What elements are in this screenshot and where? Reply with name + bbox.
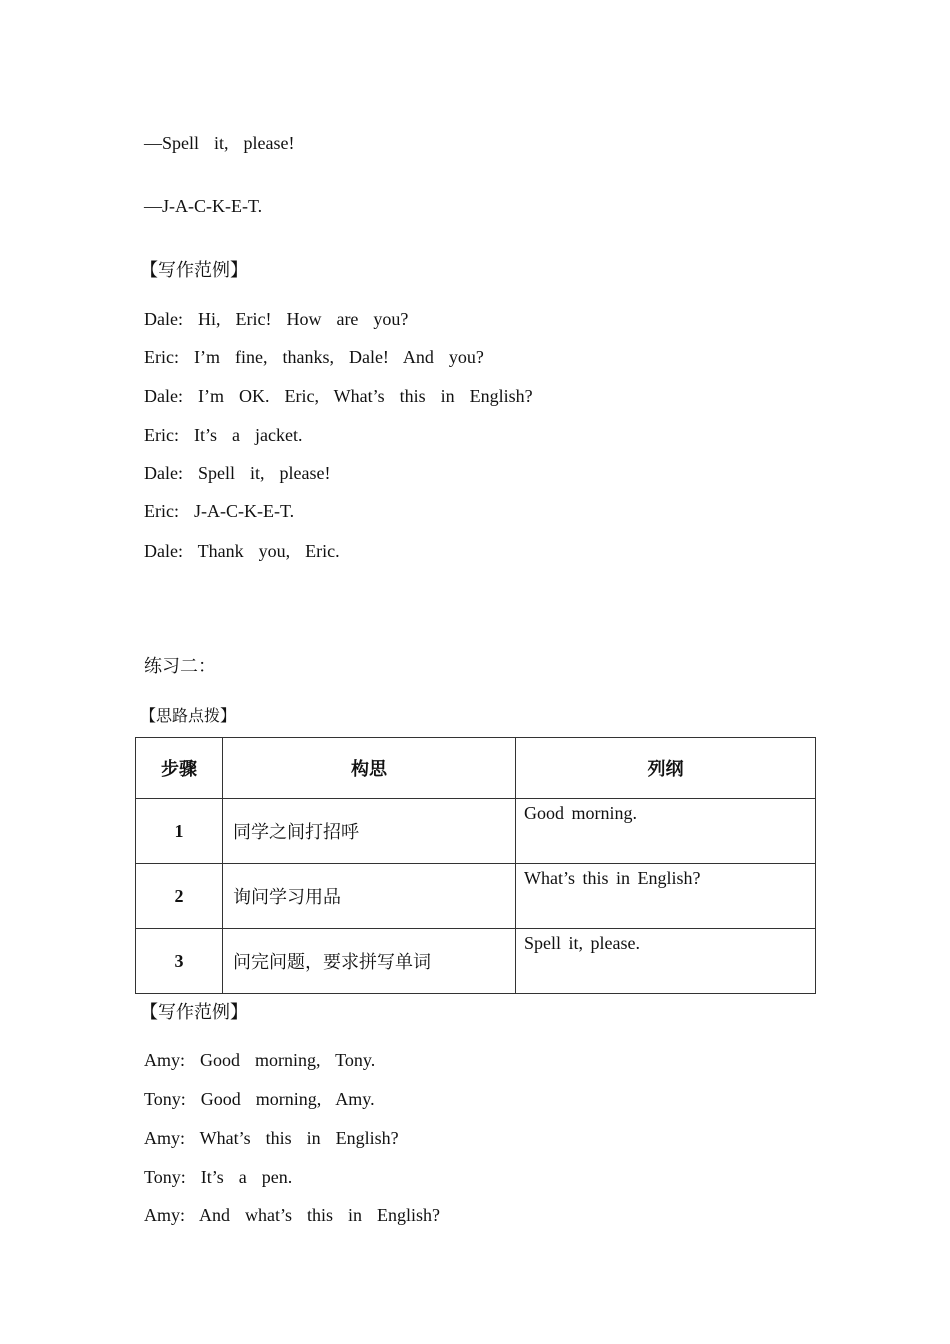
dialogue-line: Dale: I’m OK. Eric, What’s this in English? xyxy=(144,386,533,406)
dialogue-line: Tony: Good morning, Amy. xyxy=(144,1089,375,1109)
column-header-idea: 构思 xyxy=(223,738,516,799)
dialogue-line: —Spell it, please! xyxy=(144,133,295,153)
dialogue-line: Amy: Good morning, Tony. xyxy=(144,1050,376,1070)
outline-cell: What’s this in English? xyxy=(516,864,816,929)
column-header-step: 步骤 xyxy=(136,738,223,799)
outline-cell: Good morning. xyxy=(516,799,816,864)
section-heading: 【写作范例】 xyxy=(140,260,248,280)
step-cell: 1 xyxy=(136,799,223,864)
dialogue-line: Eric: J-A-C-K-E-T. xyxy=(144,501,295,521)
hint-heading: 【思路点拨】 xyxy=(140,708,237,725)
dialogue-line: Tony: It’s a pen. xyxy=(144,1167,293,1187)
outline-table xyxy=(135,737,816,994)
table-row xyxy=(136,864,816,929)
table-header-row xyxy=(136,738,816,799)
dialogue-line: Eric: I’m fine, thanks, Dale! And you? xyxy=(144,347,484,367)
dialogue-line: Dale: Hi, Eric! How are you? xyxy=(144,309,409,329)
dialogue-line: Dale: Thank you, Eric. xyxy=(144,541,340,561)
step-cell: 3 xyxy=(136,929,223,994)
dialogue-line: Amy: And what’s this in English? xyxy=(144,1205,441,1225)
exercise-title: 练习二： xyxy=(144,656,216,676)
dialogue-line: Dale: Spell it, please! xyxy=(144,463,331,483)
dialogue-line: Amy: What’s this in English? xyxy=(144,1128,399,1148)
idea-cell: 询问学习用品 xyxy=(223,864,516,929)
table-row xyxy=(136,929,816,994)
outline-cell: Spell it, please. xyxy=(516,929,816,994)
idea-cell: 问完问题，要求拼写单词 xyxy=(223,929,516,994)
dialogue-line: —J-A-C-K-E-T. xyxy=(144,196,263,216)
step-cell: 2 xyxy=(136,864,223,929)
dialogue-line: Eric: It’s a jacket. xyxy=(144,425,303,445)
table-row xyxy=(136,799,816,864)
section-heading: 【写作范例】 xyxy=(140,1002,248,1022)
column-header-outline: 列纲 xyxy=(516,738,816,799)
idea-cell: 同学之间打招呼 xyxy=(223,799,516,864)
